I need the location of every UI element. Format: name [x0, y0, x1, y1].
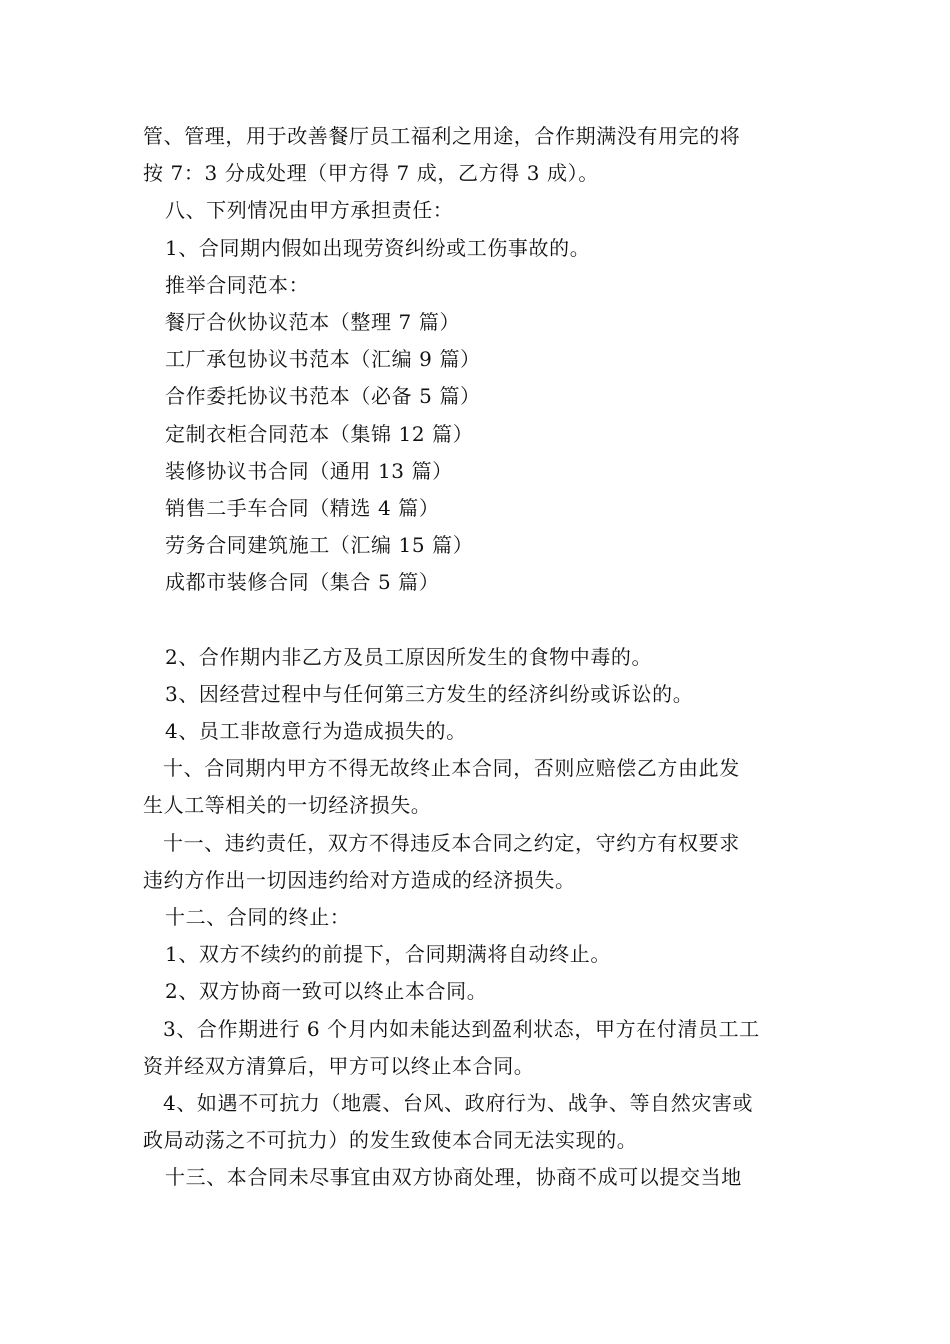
list-item: 1、双方不续约的前提下，合同期满将自动终止。	[165, 942, 611, 967]
list-item: 3、合作期进行 6 个月内如未能达到盈利状态，甲方在付清员工工	[163, 1016, 760, 1041]
paragraph-line: 违约方作出一切因违约给对方造成的经济损失。	[143, 867, 576, 892]
list-item: 2、双方协商一致可以终止本合同。	[165, 979, 488, 1004]
list-item: 4、员工非故意行为造成损失的。	[165, 719, 467, 743]
paragraph-line: 政局动荡之不可抗力）的发生致使本合同无法实现的。	[143, 1128, 638, 1153]
template-link[interactable]: 合作委托协议书范本（必备 5 篇）	[165, 384, 481, 409]
template-link[interactable]: 餐厅合伙协议范本（整理 7 篇）	[165, 309, 461, 334]
section-heading-12: 十二、合同的终止：	[165, 904, 351, 929]
section-10-line: 十、合同期内甲方不得无故终止本合同，否则应赔偿乙方由此发	[163, 756, 740, 781]
blank-line	[143, 601, 808, 638]
template-link[interactable]: 成都市装修合同（集合 5 篇）	[165, 570, 440, 595]
template-link[interactable]: 工厂承包协议书范本（汇编 9 篇）	[165, 347, 481, 372]
recommended-templates-heading: 推举合同范本：	[165, 272, 310, 297]
template-link[interactable]: 装修协议书合同（通用 13 篇）	[165, 458, 453, 483]
paragraph-line: 按 7：3 分成处理（甲方得 7 成，乙方得 3 成）。	[143, 161, 599, 186]
section-13-line: 十三、本合同未尽事宜由双方协商处理，协商不成可以提交当地	[165, 1165, 742, 1190]
template-link[interactable]: 销售二手车合同（精选 4 篇）	[165, 495, 440, 520]
template-link[interactable]: 劳务合同建筑施工（汇编 15 篇）	[165, 533, 474, 558]
section-11-line: 十一、违约责任，双方不得违反本合同之约定，守约方有权要求	[163, 830, 740, 855]
list-item: 4、如遇不可抗力（地震、台风、政府行为、战争、等自然灾害或	[163, 1090, 754, 1115]
list-item: 3、因经营过程中与任何第三方发生的经济纠纷或诉讼的。	[165, 681, 694, 706]
list-item: 2、合作期内非乙方及员工原因所发生的食物中毒的。	[165, 644, 653, 669]
paragraph-line: 管、管理，用于改善餐厅员工福利之用途，合作期满没有用完的将	[143, 124, 741, 148]
section-heading-8: 八、下列情况由甲方承担责任：	[165, 198, 454, 223]
document-body	[143, 118, 808, 1196]
paragraph-line: 资并经双方清算后，甲方可以终止本合同。	[143, 1053, 535, 1078]
list-item: 1、合同期内假如出现劳资纠纷或工伤事故的。	[165, 235, 591, 260]
paragraph-line: 生人工等相关的一切经济损失。	[143, 793, 432, 818]
template-link[interactable]: 定制衣柜合同范本（集锦 12 篇）	[165, 421, 474, 446]
